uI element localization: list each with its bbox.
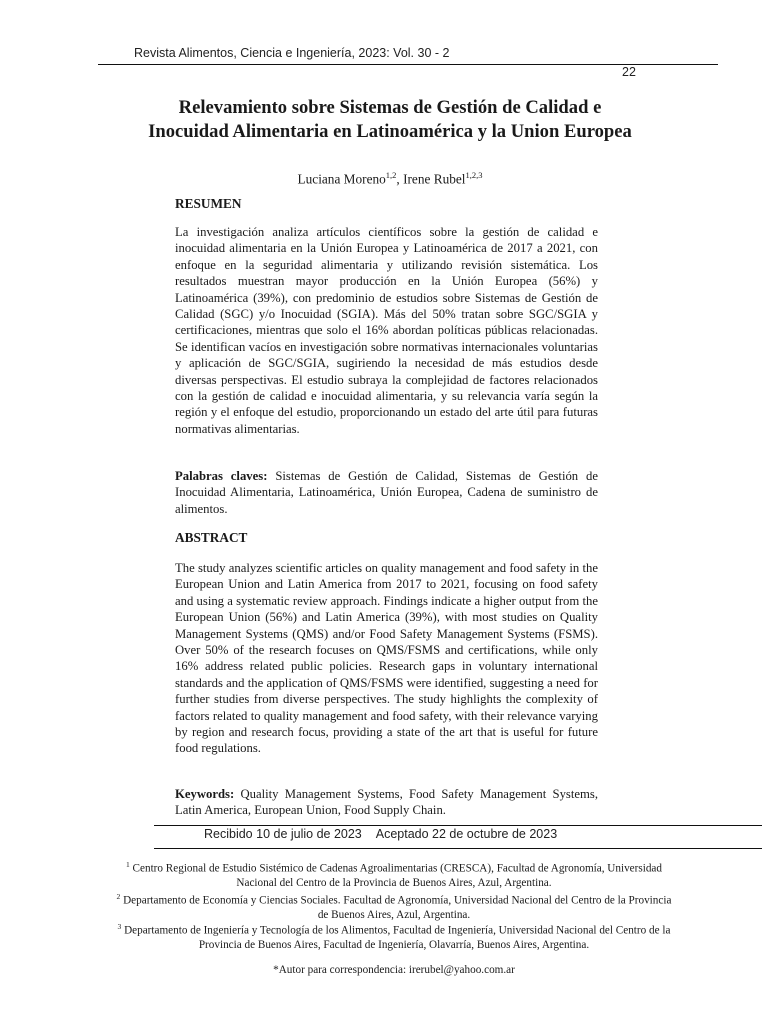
affiliation-number: 3	[117, 922, 122, 931]
title-line-2: Inocuidad Alimentaria en Latinoamérica y la Union Europea	[148, 121, 632, 142]
author-name: Luciana Moreno	[297, 171, 386, 187]
keywords-label: Keywords:	[175, 787, 235, 801]
affiliation-2	[110, 890, 678, 922]
affiliation-number: 2	[116, 892, 121, 901]
keywords-text: Quality Management Systems, Food Safety Management Systems, Latin America, European Union, Food Supply Chain.	[175, 787, 598, 818]
author-name: Irene Rubel	[403, 171, 466, 187]
author-affiliation-mark: 1,2	[385, 170, 397, 180]
affiliation-text: Departamento de Ingeniería y Tecnología de los Alimentos, Facultad de Ingeniería, Universidad Nacional del Centro de la Provincia de Buenos Aires, Facultad de Ingeniería, Olavarría, Buenos Aires, Argentina.	[124, 924, 671, 951]
affiliation-number: 1	[126, 860, 130, 869]
affiliation-text: Departamento de Economía y Ciencias Sociales. Facultad de Agronomía, Universidad Nacional del Centro de la Provincia de Buenos Aires, Azul, Argentina.	[123, 894, 672, 921]
abstract-heading: ABSTRACT	[175, 530, 248, 545]
author-affiliation-mark: 1,2,3	[465, 170, 483, 180]
resumen-keywords	[175, 468, 598, 517]
keywords-text: Sistemas de Gestión de Calidad, Sistemas de Gestión de Inocuidad Alimentaria, Latinoamérica, Unión Europea, Cadena de suministro de alimentos.	[175, 469, 598, 516]
abstract-keywords	[175, 786, 598, 819]
dates-rule-bottom	[154, 848, 762, 849]
correspondence-note: *Autor para correspondencia: irerubel@yahoo.com.ar	[273, 964, 515, 976]
author-separator: ,	[396, 171, 404, 187]
affiliation-3	[110, 920, 678, 952]
submission-dates	[204, 827, 557, 841]
article-title	[98, 96, 682, 144]
accepted-date: Aceptado 22 de octubre de 2023	[375, 827, 558, 841]
dates-rule-top	[154, 825, 762, 826]
abstract-body: The study analyzes scientific articles on quality management and food safety in the European Union and Latin America from 2017 to 2021, focusing on food safety and using a systematic review approach. Findings indicate a higher output from the European Union (56%) and Latin America (39%), with most studies on Quality Management Systems (QMS) and/or Food Safety Management Systems (FSMS). Over 50% of the research focuses on QMS/FSMS and certifications, while only 16% address related public policies. Research gaps in voluntary international standards and the application of QMS/FSMS were identified, suggesting a need for further studies from diverse perspectives. The study highlights the complexity of factors related to quality management and food safety, with their relevance varying by region and research focus, providing a state of the art that is useful for future food regulations.	[175, 561, 598, 756]
title-line-1: Relevamiento sobre Sistemas de Gestión de Calidad e	[178, 97, 602, 118]
author-list	[98, 170, 682, 187]
resumen-heading: RESUMEN	[175, 196, 242, 211]
affiliation-text: Centro Regional de Estudio Sistémico de Cadenas Agroalimentarias (CRESCA), Facultad de Agronomía, Universidad Nacional del Centro de la Provincia de Buenos Aires, Azul, Argentina.	[132, 862, 662, 889]
resumen-body: La investigación analiza artículos científicos sobre la gestión de calidad e inocuidad alimentaria en la Unión Europea y Latinoamérica de 2017 a 2021, con enfoque en la seguridad alimentaria y utilizando revisión sistemática. Los resultados muestran mayor producción en la Unión Europea (56%) y Latinoamérica (39%), con predominio de estudios sobre Sistemas de Gestión de Calidad (SGC) y/o Inocuidad (SGIA). Más del 50% tratan sobre SGC/SGIA y certificaciones, mientras que solo el 16% abordan políticas públicas relacionadas. Se identifican vacíos en investigación sobre normativas internacionales voluntarias y aplicación de SGC/SGIA, sugiriendo la necesidad de más estudios desde diversas perspectivas. El estudio subraya la complejidad de factores relacionados con la gestión de calidad e inocuidad alimentaria, y su relevancia varía según la región y el enfoque del estudio, proporcionando un estado del arte útil para futuras normativas alimentarias.	[175, 225, 598, 436]
journal-header: Revista Alimentos, Ciencia e Ingeniería, 2023: Vol. 30 - 2	[134, 46, 450, 60]
page-number: 22	[622, 65, 636, 79]
keywords-label: Palabras claves:	[175, 469, 268, 483]
affiliation-1	[110, 858, 678, 890]
received-date: Recibido 10 de julio de 2023	[204, 827, 362, 841]
